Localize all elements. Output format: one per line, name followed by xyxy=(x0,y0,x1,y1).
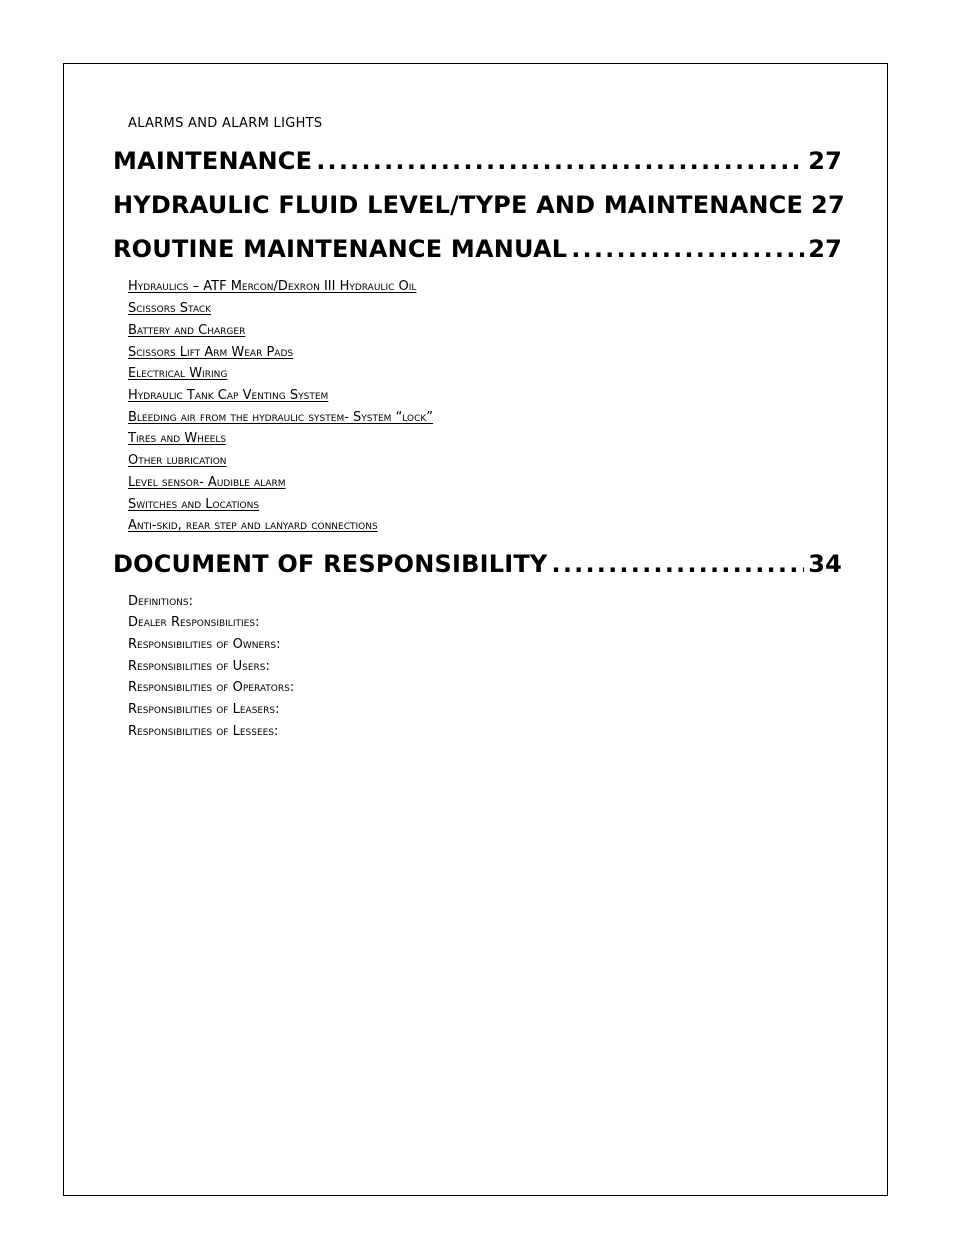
toc-entry-dealer-responsibilities: Dealer Responsibilities: xyxy=(128,615,260,630)
toc-link-anti-skid[interactable]: Anti-skid, rear step and lanyard connections xyxy=(128,518,378,533)
toc-link-bleeding-air[interactable]: Bleeding air from the hydraulic system- System “lock” xyxy=(128,410,434,425)
toc-entry-alarms: ALARMS AND ALARM LIGHTS xyxy=(128,116,323,131)
toc-section-document-of-responsibility[interactable] xyxy=(113,549,842,579)
toc-link-tires-wheels[interactable]: Tires and Wheels xyxy=(128,431,227,446)
toc-section-routine-maintenance[interactable] xyxy=(113,234,842,264)
toc-link-switches-locations[interactable]: Switches and Locations xyxy=(128,497,260,512)
toc-link-level-sensor[interactable]: Level sensor- Audible alarm xyxy=(128,475,286,490)
toc-page-number: 27 xyxy=(808,235,842,263)
toc-page-number: 27 xyxy=(808,147,842,175)
toc-section-title: ROUTINE MAINTENANCE MANUAL xyxy=(113,235,568,263)
toc-link-battery-charger[interactable]: Battery and Charger xyxy=(128,323,246,338)
toc-link-tank-cap-venting[interactable]: Hydraulic Tank Cap Venting System xyxy=(128,388,329,403)
toc-entry-leasers: Responsibilities of Leasers: xyxy=(128,702,280,717)
toc-leader-dots xyxy=(316,146,804,176)
toc-entry-operators: Responsibilities of Operators: xyxy=(128,680,295,695)
toc-entry-definitions: Definitions: xyxy=(128,594,193,609)
toc-leader-dots xyxy=(552,549,805,579)
toc-link-scissors-stack[interactable]: Scissors Stack xyxy=(128,301,212,316)
toc-entry-owners: Responsibilities of Owners: xyxy=(128,637,281,652)
toc-section-maintenance[interactable] xyxy=(113,146,842,176)
toc-leader-dots xyxy=(571,234,804,264)
toc-entry-users: Responsibilities of Users: xyxy=(128,659,270,674)
toc-section-title: HYDRAULIC FLUID LEVEL/TYPE AND MAINTENANCE xyxy=(113,191,804,219)
toc-entry-lessees: Responsibilities of Lessees: xyxy=(128,724,279,739)
toc-section-title: DOCUMENT OF RESPONSIBILITY xyxy=(113,550,548,578)
toc-page-number: 27 xyxy=(811,191,845,219)
toc-page-number: 34 xyxy=(808,550,842,578)
toc-link-other-lubrication[interactable]: Other lubrication xyxy=(128,453,227,468)
toc-link-hydraulics-oil[interactable]: Hydraulics – ATF Mercon/Dexron III Hydraulic Oil xyxy=(128,279,417,294)
toc-section-title: MAINTENANCE xyxy=(113,147,313,175)
toc-link-wear-pads[interactable]: Scissors Lift Arm Wear Pads xyxy=(128,345,294,360)
toc-link-electrical-wiring[interactable]: Electrical Wiring xyxy=(128,366,228,381)
toc-section-hydraulic-fluid[interactable] xyxy=(113,190,845,220)
